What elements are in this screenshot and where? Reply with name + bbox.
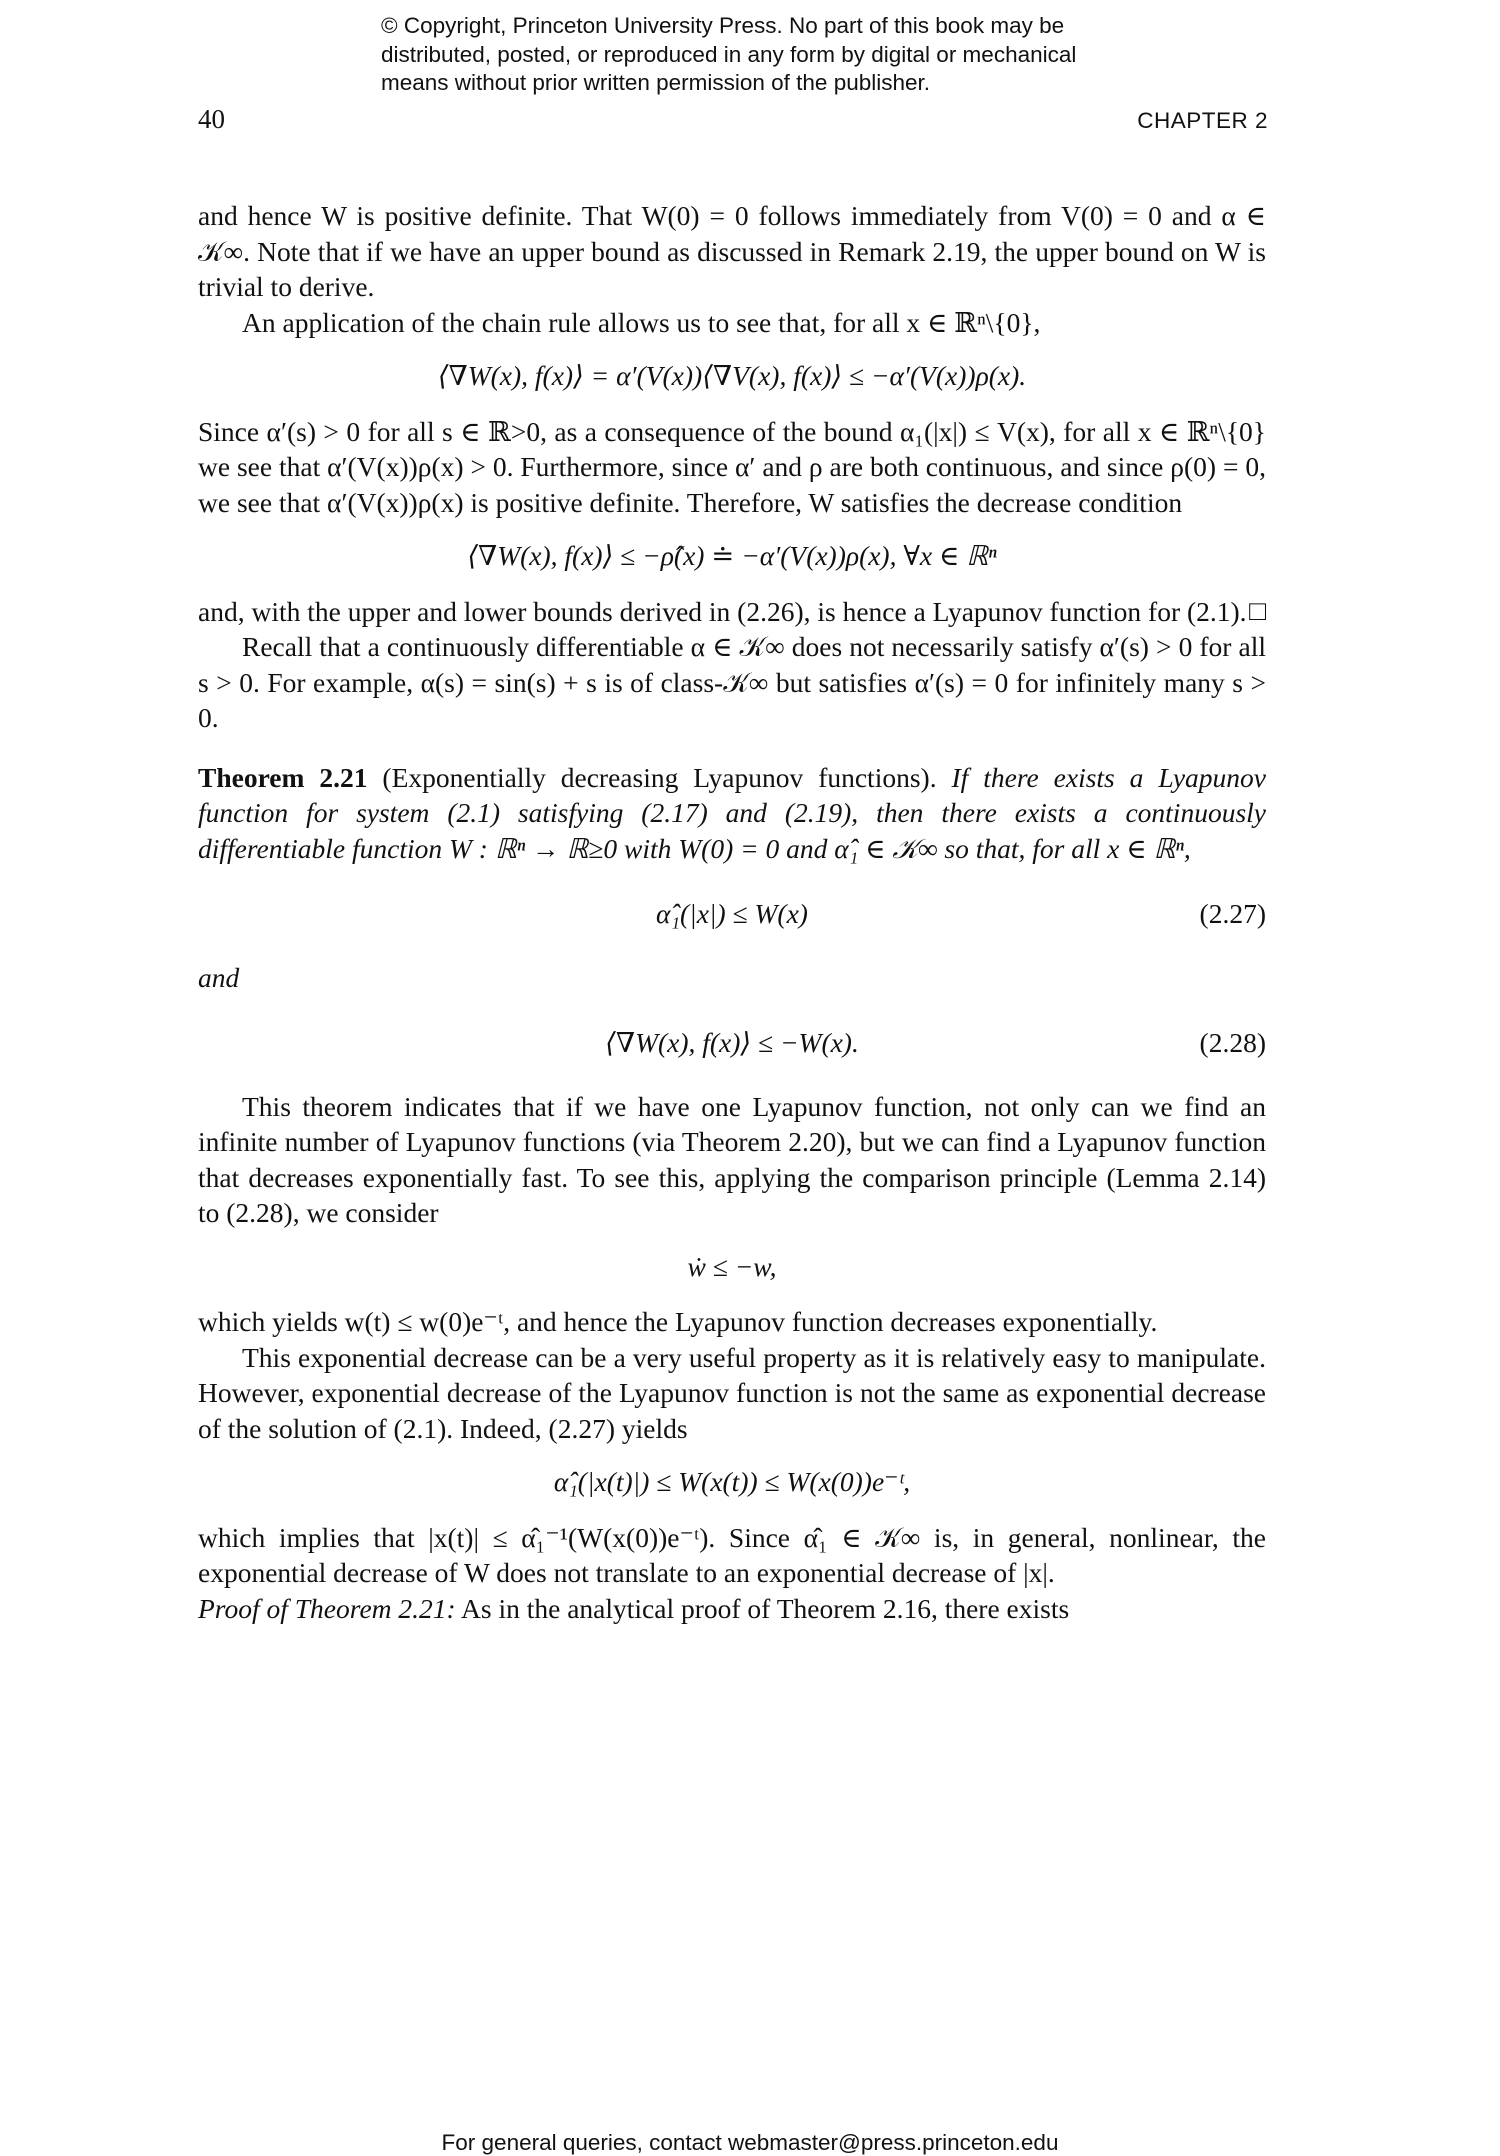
equation-number: (2.27) [1199,898,1266,929]
display-equation [198,1464,1266,1500]
display-equation [198,1249,1266,1285]
equation-text: α̂₁(|x|) ≤ W(x) [656,898,808,929]
theorem-title: (Exponentially decreasing Lyapunov functions). [367,761,937,793]
display-equation [198,1025,1266,1061]
paragraph: and hence W is positive definite. That W(0) = 0 follows immediately from V(0) = 0 and α ∈ 𝒦∞. Note that if we have an upper bound as discussed in Remark 2.19, the upper bound on W is trivial to derive. [198,200,1266,302]
equation-text: ⟨∇W(x), f(x)⟩ ≤ −W(x). [605,1027,859,1058]
equation-text: ⟨∇W(x), f(x)⟩ = α′(V(x))⟨∇V(x), f(x)⟩ ≤ −α′(V(x))ρ(x). [437,360,1027,391]
chapter-label: CHAPTER 2 [1137,108,1268,133]
paragraph: which implies that |x(t)| ≤ α̂₁⁻¹(W(x(0))e⁻ᵗ). Since α̂₁ ∈ 𝒦∞ is, in general, nonlinear, the exponential decrease of W does not translate to an exponential decrease of |x|. [198,1521,1266,1588]
and-word: and [198,961,240,993]
copyright-line: means without prior written permission of the publisher. [381,70,931,95]
theorem-label: Theorem 2.21 [198,761,368,793]
paragraph: Since α′(s) > 0 for all s ∈ ℝ>0, as a consequence of the bound α₁(|x|) ≤ V(x), for all x ∈ ℝⁿ\{0} we see that α′(V(x))ρ(x) > 0. Furthermore, since α′ and ρ are both continuous, and since ρ(0) = 0, we see that α′(V(x))ρ(x) is positive definite. Therefore, W satisfies the decrease condition [198,415,1266,518]
paragraph: Recall that a continuously differentiable α ∈ 𝒦∞ does not necessarily satisfy α′(s) > 0 for all s > 0. For example, α(s) = sin(s) + s is of class-𝒦∞ but satisfies α′(s) = 0 for infinitely many s > 0. [198,631,1266,733]
display-equation [198,358,1266,394]
display-equation [198,896,1266,932]
equation-text: α̂₁(|x(t)|) ≤ W(x(t)) ≤ W(x(0))e⁻ᵗ, [553,1466,911,1497]
copyright-line: distributed, posted, or reproduced in any form by digital or mechanical [381,41,1077,67]
proof [198,1591,1266,1627]
equation-number: (2.28) [1199,1027,1266,1058]
page-body [198,198,1266,1626]
paragraph [198,594,1266,630]
equation-text: ẇ ≤ −w, [687,1250,777,1282]
proof-text: As in the analytical proof of Theorem 2.16, there exists [455,1592,1070,1624]
display-equation [198,538,1266,574]
paragraph: which yields w(t) ≤ w(0)e⁻ᵗ, and hence the Lyapunov function decreases exponentially. [198,1306,1158,1337]
copyright-notice [381,12,1281,98]
paragraph-text: and, with the upper and lower bounds derived in (2.26), is hence a Lyapunov function for (2.1). [198,595,1247,627]
footer-contact: For general queries, contact webmaster@press.princeton.edu [441,2130,1059,2155]
paragraph: An application of the chain rule allows us to see that, for all x ∈ ℝⁿ\{0}, [242,306,1041,338]
proof-label: Proof of Theorem 2.21: [198,1592,456,1624]
page-number: 40 [198,104,225,134]
qed-symbol: □ [1249,595,1266,627]
theorem [198,760,1266,867]
paragraph: This theorem indicates that if we have one Lyapunov function, not only can we find an infinite number of Lyapunov functions (via Theorem 2.20), but we can find a Lyapunov function that decreases exponentially fast. To see this, applying the comparison principle (Lemma 2.14) to (2.28), we consider [198,1090,1266,1228]
paragraph: This exponential decrease can be a very useful property as it is relatively easy to manipulate. However, exponential decrease of the Lyapunov function is not the same as exponential decrease of the solution of (2.1). Indeed, (2.27) yields [198,1341,1266,1444]
equation-text: ⟨∇W(x), f(x)⟩ ≤ −ρ̂(x) ≐ −α′(V(x))ρ(x), ∀x ∈ ℝⁿ [467,540,997,571]
copyright-line: © Copyright, Princeton University Press. No part of this book may be [381,13,1065,38]
theorem-statement: If there exists a Lyapunov function for system (2.1) satisfying (2.17) and (2.19), then there exists a continuously differentiable function W : ℝⁿ → ℝ≥0 with W(0) = 0 and α̂₁ ∈ 𝒦∞ so that, for all x ∈ ℝⁿ, [198,761,1266,864]
